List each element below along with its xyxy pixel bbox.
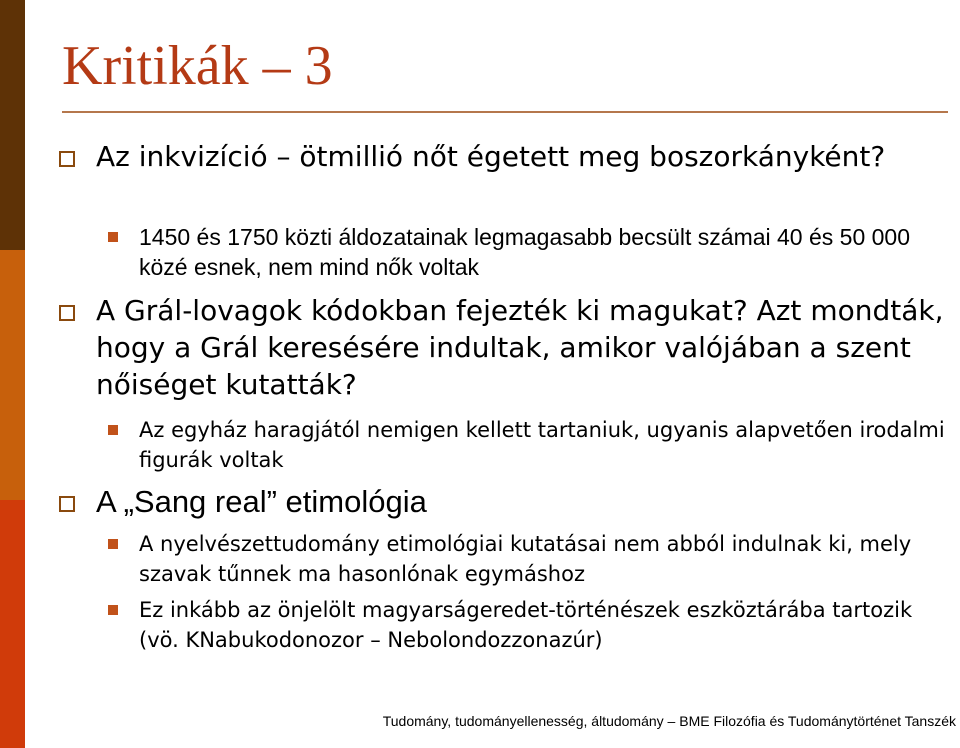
slide-title: Kritikák – 3 xyxy=(62,35,333,97)
filled-square-bullet-icon xyxy=(108,232,118,242)
sub-bullet-item xyxy=(139,595,954,655)
sub-bullet-item xyxy=(139,529,954,589)
hollow-square-bullet-icon xyxy=(59,151,75,167)
hollow-square-bullet-icon xyxy=(59,305,75,321)
sub-bullet-text: 1450 és 1750 közti áldozatainak legmagasabb becsült számai 40 és 50 000 közé esnek, nem mind nők voltak xyxy=(139,224,911,280)
hollow-square-bullet-icon xyxy=(59,496,75,512)
sub-bullet-text: Ez inkább az önjelölt magyarságeredet-történészek eszköztárába tartozik (vö. KNabukodonozor – Nebolondozzonazúr) xyxy=(139,598,913,652)
bullet-text: Az inkvizíció – ötmillió nőt égetett meg boszorkányként? xyxy=(96,140,886,173)
filled-square-bullet-icon xyxy=(108,539,118,549)
slide-footer: Tudomány, tudományellenesség, áltudomány – BME Filozófia és Tudománytörténet Tanszék xyxy=(382,713,956,729)
bullet-item-sang-real xyxy=(96,483,946,521)
sub-bullet-item xyxy=(139,222,954,282)
filled-square-bullet-icon xyxy=(108,605,118,615)
sub-bullet-text: A nyelvészettudomány etimológiai kutatásai nem abból indulnak ki, mely szavak tűnnek ma hasonlónak egymáshoz xyxy=(139,532,912,586)
sub-bullet-text: Az egyház haragjától nemigen kellett tartaniuk, ugyanis alapvetően irodalmi figurák voltak xyxy=(139,418,945,472)
bullet-item-grail-knights xyxy=(96,292,946,403)
filled-square-bullet-icon xyxy=(108,425,118,435)
bullet-text: A „Sang real” etimológia xyxy=(96,484,427,519)
sub-bullet-item xyxy=(139,415,954,475)
bullet-item-inquisition xyxy=(96,138,946,175)
bullet-text: A Grál-lovagok kódokban fejezték ki magukat? Azt mondták, hogy a Grál keresésére indultak, amikor valójában a szent nőiséget kutatták? xyxy=(96,294,944,401)
